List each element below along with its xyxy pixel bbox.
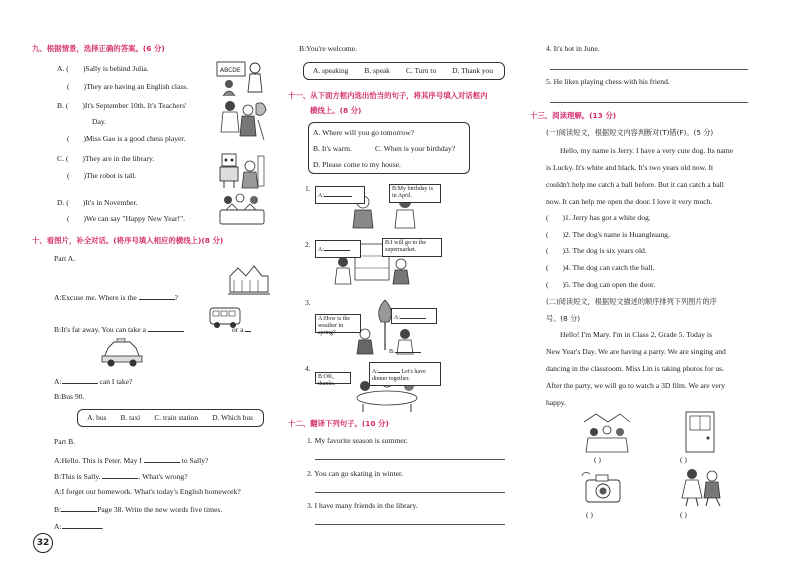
- classroom-picture: [215, 58, 267, 98]
- reading-1-instruction: (一)阅读短文，根据短文内容判断对(T)错(F)。(5 分): [546, 128, 714, 137]
- translate-4: 4. It's hot in June.: [546, 44, 600, 53]
- passage-1-line-1: Hello, my name is Jerry. I have a very cute dog. Its name: [560, 146, 734, 155]
- box-line-b: B. It's warm.: [313, 144, 352, 153]
- answer-line[interactable]: [550, 102, 748, 103]
- answer-line[interactable]: [315, 492, 505, 493]
- dialog-1-num: 1.: [305, 184, 311, 193]
- s10-a1: A:Excuse me. Where is the ?: [54, 293, 179, 302]
- section-10-title: 十、看图片，补全对话。(将序号填入相应的横线上)(8 分): [32, 236, 224, 245]
- answer-line[interactable]: [315, 524, 505, 525]
- s9-d-row2: ( )We can say "Happy New Year!".: [67, 214, 186, 223]
- answer-blank[interactable]: [324, 242, 350, 251]
- dialog-2-left-bubble: A:: [315, 240, 361, 258]
- s9-a-row1: A. ( )Sally is behind Julia.: [57, 64, 149, 73]
- column-left: [32, 0, 274, 567]
- answer-blank[interactable]: [62, 375, 98, 384]
- s10-pb3: A:I forget our homework. What's today's English homework?: [54, 487, 241, 496]
- answer-blank[interactable]: [245, 323, 251, 332]
- dialog-3-left-bubble: A:How is the weather in spring?: [315, 314, 361, 333]
- part-a-label: Part A.: [54, 254, 76, 263]
- section-11-title-b: 横线上。(8 分): [310, 106, 362, 115]
- new-year-picture: [218, 192, 270, 228]
- dancing-picture: [678, 466, 726, 508]
- part-b-label: Part B.: [54, 437, 76, 446]
- box-line-a: A. Where will you go tomorrow?: [313, 128, 415, 137]
- tf-3: ( )3. The dog is six years old.: [546, 246, 647, 255]
- answer-line[interactable]: [550, 69, 748, 70]
- s9-d-row1: D. ( )It's in November.: [57, 198, 138, 207]
- column-middle: [285, 0, 517, 567]
- passage-2-line-2: New Year's Day. We are having a party. We are singing and: [546, 347, 726, 356]
- translate-5: 5. He likes playing chess with his friend.: [546, 77, 670, 86]
- s10-b2: B:Bus 90.: [54, 392, 85, 401]
- tf-4: ( )4. The dog can catch the ball.: [546, 263, 655, 272]
- dialog-3-num: 3.: [305, 298, 311, 307]
- s10-pb4: B: Page 38. Write the new words five times.: [54, 505, 223, 514]
- dialog-2-num: 2.: [305, 240, 311, 249]
- dialog-4-num: 4.: [305, 364, 311, 373]
- answer-blank[interactable]: [400, 310, 426, 319]
- option-a: A. bus: [87, 413, 107, 422]
- answer-blank[interactable]: [62, 520, 102, 529]
- passage-1-line-4: now. It can help me open the door. I love it very much.: [546, 197, 713, 206]
- tf-5: ( )5. The dog can open the door.: [546, 280, 656, 289]
- option-a: A. speaking: [313, 66, 349, 75]
- dialog-3-right-bubble: A:: [391, 308, 437, 324]
- s9-b-row2: ( )Miss Gao is a good chess player.: [67, 134, 186, 143]
- answer-blank[interactable]: [324, 188, 352, 197]
- option-b: B. speak: [364, 66, 390, 75]
- section-11-title-a: 十一、从下面方框内选出恰当的句子，将其序号填入对话框内: [288, 91, 488, 100]
- party-picture: [582, 412, 632, 454]
- answer-blank[interactable]: [395, 344, 421, 353]
- passage-2-line-1: Hello! I'm Mary. I'm in Class 2, Grade 5. Today is: [560, 330, 712, 339]
- tf-2: ( )2. The dog's name is Huanghuang.: [546, 230, 670, 239]
- s10-b1: B:It's far away. You can take a or a: [54, 323, 251, 335]
- translate-3: 3. I have many friends in the library.: [307, 501, 418, 510]
- s10-pb6: B:You're welcome.: [299, 44, 357, 53]
- dialog-1-right-bubble: B:My birthday is in April.: [389, 184, 441, 203]
- s9-b-day: Day.: [92, 117, 107, 126]
- part-b-options: [305, 62, 501, 79]
- dialog-3-b-line: B:: [389, 344, 421, 357]
- answer-blank[interactable]: [148, 323, 184, 332]
- s10-pb1: A:Hello. This is Peter. May I to Sally?: [54, 456, 209, 465]
- train-station-picture: [228, 262, 270, 298]
- s10-pb2: B:This is Sally. . What's wrong?: [54, 472, 188, 481]
- dialog-2-right-bubble: B:I will go to the supermarket.: [382, 238, 442, 257]
- answer-line[interactable]: [315, 459, 505, 460]
- tf-1: ( )1. Jerry has got a white dog.: [546, 213, 651, 222]
- reading-2-instruction-a: (二)阅读短文，根据短文描述的顺序排列下列图片的序: [546, 297, 717, 306]
- pic-1-paren[interactable]: ( ): [594, 455, 601, 464]
- box-line-c: C. When is your birthday?: [375, 144, 456, 153]
- passage-1-line-2: is Lucky. It's white and black. It's two years old now. It: [546, 163, 714, 172]
- s9-c-row2: ( )The robot is tall.: [67, 171, 137, 180]
- s9-c-row1: C. ( )They are in the library.: [57, 154, 155, 163]
- board-text: ABCDE: [220, 67, 241, 74]
- answer-blank[interactable]: [378, 364, 400, 373]
- s9-b-row1: B. ( )It's September 10th. It's Teachers': [57, 101, 187, 110]
- passage-1-line-3: couldn't help me catch a ball before. But it can catch a ball: [546, 180, 724, 189]
- page-number: 32: [33, 533, 53, 553]
- taxi-picture: [100, 338, 144, 368]
- section-12-title: 十二、翻译下列句子。(10 分): [288, 419, 389, 428]
- answer-blank[interactable]: [139, 291, 175, 300]
- translate-2: 2. You can go skating in winter.: [307, 469, 403, 478]
- robot-picture: [218, 150, 266, 190]
- option-d: D. Thank you: [452, 66, 493, 75]
- option-b: B. taxi: [120, 413, 141, 422]
- part-a-options: [80, 409, 260, 426]
- s10-a2: A: can I take?: [54, 377, 133, 386]
- passage-2-line-5: happy.: [546, 398, 566, 407]
- reading-2-instruction-b: 号。(8 分): [546, 314, 581, 323]
- translate-1: 1. My favorite season is summer.: [307, 436, 408, 445]
- teachers-day-picture: [218, 98, 268, 142]
- option-d: D. Which bus: [212, 413, 253, 422]
- column-right: [530, 0, 780, 567]
- pic-3-paren[interactable]: ( ): [586, 510, 593, 519]
- pic-2-paren[interactable]: ( ): [680, 455, 687, 464]
- camera-picture: [580, 470, 626, 508]
- dialog-4-right-bubble: A: Let's have dinner together.: [369, 362, 441, 386]
- dialog-4-left-bubble: B:OK, thanks.: [315, 372, 351, 384]
- answer-blank[interactable]: [61, 503, 97, 512]
- option-c: C. train station: [154, 413, 199, 422]
- answer-blank[interactable]: [102, 470, 138, 479]
- passage-2-line-3: dancing in the classroom. Miss Lin is taking photos for us.: [546, 364, 725, 373]
- option-c: C. Turn to: [405, 66, 437, 75]
- box-line-d: D. Please come to my house.: [313, 160, 401, 169]
- answer-blank[interactable]: [144, 454, 180, 463]
- passage-2-line-4: After the party, we will go to watch a 3D film. We are very: [546, 381, 726, 390]
- s9-a-row2: ( )They are having an English class.: [67, 82, 189, 91]
- dialog-1-left-bubble: A:: [315, 186, 365, 204]
- s10-pb5: A: .: [54, 522, 104, 531]
- section-9-title: 九、根据情景，选择正确的答案。(6 分): [32, 44, 165, 53]
- section-13-title: 十三、阅读理解。(13 分): [530, 111, 617, 120]
- door-picture: [682, 410, 718, 454]
- pic-4-paren[interactable]: ( ): [680, 510, 687, 519]
